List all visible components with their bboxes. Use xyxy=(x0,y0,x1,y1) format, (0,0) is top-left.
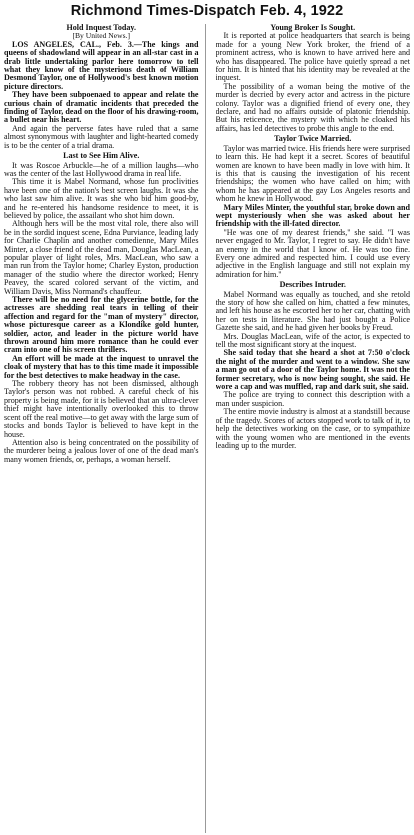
article-paragraph: The robbery theory has not been dismissed, although Taylor's person was not robbed. A careful check of his property is being made, for it is believed that an ultra-clever thief might have intentionally overlooked this to throw scent off the real motive—to get away with the large sum of stocks and bonds Taylor is believed to have kept in the house. xyxy=(4,379,199,439)
article-paragraph: Although hers will be the most vital role, there also will be in the sordid inquest scene, Edna Purviance, leading lady for Charlie Chaplin and another comedienne, Mary Miles Minter, a close friend of the dead man, Douglas MacLean, a popular player of light roles, Mrs. MacLean, who saw a man run from the Taylor home; Charley Eyston, production manager of the studio where the director worked; Henry Peavey, the scared colored servant of the victim, and William Davis, Miss Normand's chauffeur. xyxy=(4,219,199,296)
right-subhead-1: Taylor Twice Married. xyxy=(274,134,352,144)
article-paragraph: Mary Miles Minter, the youthful star, broke down and wept mysteriously when she was asked about her friendship with the ill-fated director. xyxy=(215,202,410,229)
article-paragraph: She said today that she heard a shot at 7:50 o'clock the night of the murder and went to a window. She saw a man go out of a door of the Taylor home. It was not the former secretary, who is now being sought, she said. He wore a cap and was muffled, rap and dark suit, she said. xyxy=(215,348,410,392)
left-byline: [By United News.] xyxy=(72,31,131,41)
masthead: Richmond Times-Dispatch Feb. 4, 1922 xyxy=(70,3,344,19)
article-paragraph: Mrs. Douglas MacLean, wife of the actor, is expected to tell the most significant story at the inquest. xyxy=(215,331,410,350)
left-subhead-1: Last to See Him Alive. xyxy=(63,151,140,161)
columns xyxy=(4,24,410,833)
article-paragraph: Mabel Normand was equally as touched, and she retold the story of how she called on him, chatted a few minutes, and left his house as he escorted her to her car, chatting with her on tests in literature. She had just bought a Police Gazette she said, and he had given her books by Freud. xyxy=(215,289,410,333)
right-headline: Young Broker Is Sought. xyxy=(270,24,356,32)
article-paragraph: There will be no need for the glycerine bottle, for the actresses are shedding real tears in telling of their affection and regard for the "man of mystery" director, whose picturesque career as a Klondike gold hunter, soldier, actor, and leader in the picture world have thrown around him more romance than he could ever cram into one of his screen thrillers. xyxy=(4,295,199,355)
left-headline: Hold Inquest Today. xyxy=(66,24,137,32)
article-paragraph: They have been subpoenaed to appear and relate the curious chain of dramatic incidents that preceded the finding of Taylor, dead on the floor of his drawing-room, a bullet near his heart. xyxy=(4,90,199,125)
right-column xyxy=(216,24,411,833)
article-paragraph: An effort will be made at the inquest to unravel the cloak of mystery that has to this time made it impossible for the best detectives to make headway in the case. xyxy=(4,353,199,380)
right-subhead-2: Describes Intruder. xyxy=(279,280,346,290)
left-column xyxy=(4,24,206,833)
article-paragraph: The police are trying to connect this description with a man under suspicion. xyxy=(215,390,410,408)
article-paragraph: It is reported at police headquarters that search is being made for a young New York broker, the friend of a prominent actress, who is known to have arrived here and who has disappeared. The police have quietly spread a net for him. It is hinted that his identity may be revealed at the inquest. xyxy=(215,31,410,83)
article-paragraph: The entire movie industry is almost at a standstill because of the tragedy. Scores of actors stopped work to talk of it, to help the detectives working on the case, or to sympathize with the young women who are mentioned in the events leading up to the murder. xyxy=(215,407,410,450)
article-paragraph: Taylor was married twice. His friends here were surprised to learn this. He had kept it a secret. Scores of beautiful women are known to have been madly in love with him. It is this that is causing the investigation of his recent friendships; the women who have called on him; with whom he has appeared at the gay Los Angeles resorts and whom he knew in Hollywood. xyxy=(215,143,410,204)
article-paragraph: "He was one of my dearest friends," she said. "I was never engaged to Mr. Taylor, I regret to say. He didn't have an enemy in the world that I know of. He was too fine. Every one admired and respected him. I could use every adjective in the English language and still not explain my admiration for him." xyxy=(215,227,410,279)
article-paragraph: It was Roscoe Arbuckle—he of a million laughs—who was the center of the last Hollywood drama in real life. xyxy=(4,160,199,178)
article-paragraph: The possibility of a woman being the motive of the murder is decried by every actor and actress in the picture colony. Taylor was a dignified friend of every one, they declare, and had no affairs outside of platonic friendship. But his reticence, the mystery with which he cloaked his affairs, has led detectives to probe this angle to the end. xyxy=(215,81,410,133)
article-paragraph: This time it is Mabel Normand, whose fun proclivities have been one of the nation's best screen laughs. It was she who last saw him alive. It was she who bid him good-by, and he re-entered his handsome residence to meet, it is believed by police, the assailant who shot him down. xyxy=(4,177,199,220)
article-paragraph: Attention also is being concentrated on the possibility of the murderer being a jealous lover of one of the dead man's many women friends, or, perhaps, a woman herself. xyxy=(4,437,199,464)
article-paragraph: And again the perverse fates have ruled that a same almost synonymous with laughter and light-hearted comedy is to be the center of a trial drama. xyxy=(4,123,199,150)
article-paragraph: LOS ANGELES, CAL., Feb. 3.—The kings and queens of shadowland will appear in an all-star cast in a drab little undertaking parlor here tomorrow to tell what they know of the mysterious death of William Desmond Taylor, one of Hollywood's best known motion picture directors. xyxy=(4,39,199,91)
